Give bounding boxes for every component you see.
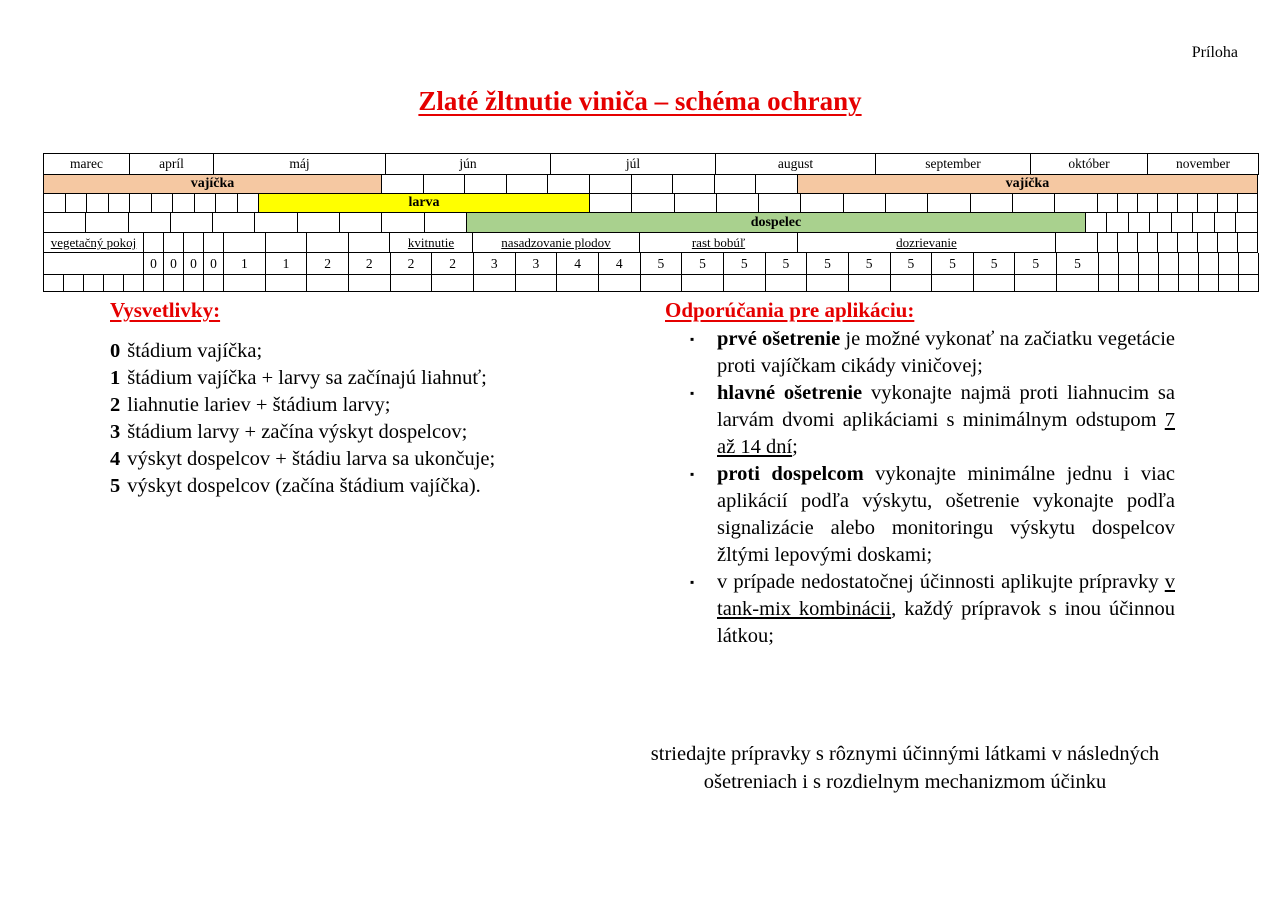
underlined-text: 7 až 14 dní — [717, 409, 1175, 458]
grid-cell — [1118, 233, 1138, 253]
grid-cell — [340, 213, 382, 233]
grid-cell — [1178, 194, 1198, 213]
timeline-phenophase-row — [44, 233, 1259, 253]
stage-number-cell: 5 — [724, 253, 766, 275]
grid-cell — [1057, 275, 1099, 292]
legend-item-key: 3 — [110, 421, 121, 443]
legend-block — [110, 298, 495, 500]
grid-cell — [844, 194, 886, 213]
month-cell: október — [1031, 154, 1148, 175]
stage-number-cell: 0 — [164, 253, 184, 275]
grid-cell — [1238, 194, 1258, 213]
emphasis-text: prvé ošetrenie — [717, 328, 841, 350]
emphasis-text: proti dospelcom — [717, 463, 864, 485]
dospelec-bar: dospelec — [467, 213, 1086, 233]
stage-number-cell: 4 — [599, 253, 641, 275]
stage-number-cell: 3 — [474, 253, 516, 275]
grid-cell — [349, 233, 391, 253]
grid-cell — [1098, 233, 1118, 253]
grid-cell — [44, 275, 64, 292]
stage-number-cell: 5 — [891, 253, 933, 275]
legend-item-text: výskyt dospelcov (začína štádium vajíčka). — [127, 475, 481, 497]
grid-cell — [1107, 213, 1129, 233]
recommendation-item — [665, 461, 1175, 569]
grid-cell — [1119, 275, 1139, 292]
grid-cell — [971, 194, 1013, 213]
recommendations-heading: Odporúčania pre aplikáciu: — [665, 298, 915, 322]
month-cell: apríl — [130, 154, 214, 175]
grid-cell — [130, 194, 152, 213]
grid-cell — [216, 194, 238, 213]
grid-cell — [164, 275, 184, 292]
vajíčka-bar: vajíčka — [798, 175, 1258, 194]
stage-number-cell: 1 — [266, 253, 308, 275]
grid-cell — [1199, 275, 1219, 292]
grid-cell — [891, 275, 933, 292]
grid-cell — [224, 275, 266, 292]
square-bullet-icon: ▪ — [690, 332, 695, 346]
grid-cell — [1158, 194, 1178, 213]
stage-number-cell: 5 — [932, 253, 974, 275]
grid-cell — [1236, 213, 1258, 233]
recommendation-text — [717, 326, 1175, 380]
grid-cell — [548, 175, 590, 194]
legend-item-text: štádium vajíčka + larvy sa začínajú liahnuť; — [127, 367, 487, 389]
grid-cell — [590, 175, 632, 194]
grid-cell — [1150, 213, 1172, 233]
grid-cell — [974, 275, 1016, 292]
timeline-bottom-grid-row — [44, 275, 1259, 292]
month-cell: marec — [44, 154, 130, 175]
grid-cell — [171, 213, 213, 233]
grid-cell — [724, 275, 766, 292]
grid-cell — [673, 175, 715, 194]
grid-cell — [204, 275, 224, 292]
grid-cell — [928, 194, 970, 213]
grid-cell — [1098, 194, 1118, 213]
grid-cell — [1139, 275, 1159, 292]
grid-cell — [1118, 194, 1138, 213]
recommendation-item — [665, 380, 1175, 461]
grid-cell — [1198, 194, 1218, 213]
grid-cell — [1219, 253, 1239, 275]
grid-cell — [1193, 213, 1215, 233]
grid-cell — [801, 194, 843, 213]
stage-number-cell: 5 — [849, 253, 891, 275]
legend-item-key: 5 — [110, 475, 121, 497]
stage-number-cell: 3 — [516, 253, 558, 275]
grid-cell — [516, 275, 558, 292]
grid-cell — [1056, 233, 1098, 253]
month-cell: september — [876, 154, 1031, 175]
timeline-adult-stage-row — [44, 213, 1259, 233]
rotation-note: striedajte prípravky s rôznymi účinnými látkami v následných ošetreniach i s rozdielnym mechanizmom účinku — [650, 743, 1160, 793]
grid-cell — [144, 233, 164, 253]
stage-number-cell: 5 — [1057, 253, 1099, 275]
page-title: Zlaté žltnutie viniča – schéma ochrany — [418, 86, 862, 116]
timeline-egg-stage-row — [44, 175, 1259, 194]
grid-cell — [1015, 275, 1057, 292]
phenophase-label-cell: nasadzovanie plodov — [473, 233, 640, 253]
timeline-month-row — [44, 154, 1259, 175]
legend-item-key: 2 — [110, 394, 121, 416]
grid-cell — [1215, 213, 1237, 233]
plain-text: ; — [792, 436, 798, 458]
legend-item-key: 0 — [110, 340, 121, 362]
grid-cell — [129, 213, 171, 233]
grid-cell — [66, 194, 88, 213]
legend-item — [110, 419, 495, 446]
square-bullet-icon: ▪ — [690, 386, 695, 400]
grid-cell — [382, 175, 424, 194]
grid-cell — [557, 275, 599, 292]
grid-cell — [1172, 213, 1194, 233]
grid-cell — [1179, 275, 1199, 292]
grid-cell — [675, 194, 717, 213]
grid-cell — [424, 175, 466, 194]
grid-cell — [144, 275, 164, 292]
grid-cell — [349, 275, 391, 292]
grid-cell — [1179, 253, 1199, 275]
grid-cell — [164, 233, 184, 253]
grid-cell — [599, 275, 641, 292]
timeline-stage-number-row — [44, 253, 1259, 275]
grid-cell — [238, 194, 260, 213]
grid-cell — [1218, 233, 1238, 253]
underlined-text: v tank-mix kombinácii — [717, 571, 1175, 620]
grid-cell — [204, 233, 224, 253]
stage-number-cell: 5 — [1015, 253, 1057, 275]
stage-number-cell: 5 — [766, 253, 808, 275]
recommendation-text — [717, 569, 1175, 650]
grid-cell — [1238, 233, 1258, 253]
grid-cell — [1159, 275, 1179, 292]
grid-cell — [932, 275, 974, 292]
month-cell: november — [1148, 154, 1259, 175]
grid-cell — [759, 194, 801, 213]
legend-item — [110, 338, 495, 365]
grid-cell — [307, 233, 349, 253]
grid-cell — [173, 194, 195, 213]
phenophase-label-cell: kvitnutie — [390, 233, 473, 253]
legend-item-text: štádium vajíčka; — [127, 340, 263, 362]
grid-cell — [195, 194, 217, 213]
legend-item-text: štádium larvy + začína výskyt dospelcov; — [127, 421, 468, 443]
grid-cell — [184, 233, 204, 253]
stage-number-cell: 0 — [184, 253, 204, 275]
grid-cell — [1129, 213, 1151, 233]
grid-cell — [1158, 233, 1178, 253]
grid-cell — [1159, 253, 1179, 275]
stage-number-cell: 2 — [432, 253, 474, 275]
plain-text: vykonajte najmä proti liahnucim sa larvám dvomi aplikáciami s minimálnym odstupom — [717, 382, 1175, 431]
month-cell: august — [716, 154, 876, 175]
recommendation-text — [717, 461, 1175, 569]
grid-cell — [44, 213, 86, 233]
plain-text: v prípade nedostatočnej účinnosti aplikujte prípravky — [717, 571, 1165, 593]
stage-number-cell: 4 — [557, 253, 599, 275]
stage-number-cell: 5 — [641, 253, 683, 275]
grid-cell — [213, 213, 255, 233]
grid-cell — [425, 213, 467, 233]
grid-cell — [1099, 253, 1119, 275]
grid-cell — [86, 213, 128, 233]
grid-cell — [124, 275, 144, 292]
grid-cell — [886, 194, 928, 213]
larva-bar: larva — [259, 194, 590, 213]
phenophase-label-cell: vegetačný pokoj — [44, 233, 144, 253]
recommendations-block — [665, 298, 1175, 650]
grid-cell — [1099, 275, 1119, 292]
grid-cell — [104, 275, 124, 292]
grid-cell — [1239, 253, 1259, 275]
grid-cell — [1219, 275, 1239, 292]
grid-cell — [756, 175, 798, 194]
protection-scheme-timeline — [43, 153, 1259, 292]
legend-item-text: výskyt dospelcov + štádiu larva sa ukončuje; — [127, 448, 496, 470]
grid-cell — [184, 275, 204, 292]
legend-item-key: 1 — [110, 367, 121, 389]
grid-cell — [382, 213, 424, 233]
recommendation-item — [665, 326, 1175, 380]
stage-number-cell: 5 — [682, 253, 724, 275]
grid-cell — [298, 213, 340, 233]
phenophase-label-cell: dozrievanie — [798, 233, 1056, 253]
grid-cell — [717, 194, 759, 213]
plain-text: je možné vykonať na začiatku vegetácie proti vajíčkam cikády viničovej; — [717, 328, 1175, 377]
legend-items — [110, 338, 495, 500]
grid-cell — [109, 194, 131, 213]
grid-cell — [1218, 194, 1238, 213]
grid-cell — [1055, 194, 1097, 213]
legend-item — [110, 392, 495, 419]
stage-number-cell: 2 — [391, 253, 433, 275]
grid-cell — [1086, 213, 1108, 233]
grid-cell — [632, 175, 674, 194]
square-bullet-icon: ▪ — [690, 467, 695, 481]
stage-number-cell: 5 — [807, 253, 849, 275]
grid-cell — [44, 194, 66, 213]
month-cell: júl — [551, 154, 716, 175]
phenophase-label-cell: rast bobúľ — [640, 233, 798, 253]
recommendation-text — [717, 380, 1175, 461]
grid-cell — [766, 275, 808, 292]
grid-cell — [474, 275, 516, 292]
grid-cell — [1139, 253, 1159, 275]
stage-number-cell: 0 — [204, 253, 224, 275]
grid-cell — [1199, 253, 1219, 275]
grid-cell — [1013, 194, 1055, 213]
month-cell: jún — [386, 154, 551, 175]
annex-label: Príloha — [1191, 44, 1238, 61]
timeline-larva-stage-row — [44, 194, 1259, 213]
grid-cell — [1178, 233, 1198, 253]
grid-cell — [849, 275, 891, 292]
grid-cell — [590, 194, 632, 213]
stage-number-cell: 0 — [144, 253, 164, 275]
grid-cell — [507, 175, 549, 194]
grid-cell — [807, 275, 849, 292]
grid-cell — [465, 175, 507, 194]
grid-cell — [307, 275, 349, 292]
square-bullet-icon: ▪ — [690, 575, 695, 589]
grid-cell — [266, 233, 308, 253]
grid-cell — [1198, 233, 1218, 253]
grid-cell — [632, 194, 674, 213]
grid-cell — [1239, 275, 1259, 292]
legend-item — [110, 446, 495, 473]
grid-cell — [224, 233, 266, 253]
emphasis-text: hlavné ošetrenie — [717, 382, 863, 404]
plain-text: vykonajte minimálne jednu i viac aplikácií podľa výskytu, ošetrenie vykonajte podľa signalizácie alebo monitoringu výskytu dospelcov žltými lepovými doskami; — [717, 463, 1176, 566]
grid-cell — [1138, 194, 1158, 213]
grid-cell — [1119, 253, 1139, 275]
recommendations-list — [665, 326, 1175, 650]
legend-item — [110, 473, 495, 500]
plain-text: , každý prípravok s inou účinnou látkou; — [717, 598, 1175, 647]
grid-cell — [44, 253, 144, 275]
grid-cell — [682, 275, 724, 292]
vajíčka-bar: vajíčka — [44, 175, 382, 194]
grid-cell — [87, 194, 109, 213]
stage-number-cell: 2 — [307, 253, 349, 275]
grid-cell — [64, 275, 84, 292]
legend-item — [110, 365, 495, 392]
stage-number-cell: 5 — [974, 253, 1016, 275]
grid-cell — [266, 275, 308, 292]
grid-cell — [1138, 233, 1158, 253]
stage-number-cell: 1 — [224, 253, 266, 275]
month-cell: máj — [214, 154, 386, 175]
recommendation-item — [665, 569, 1175, 650]
grid-cell — [152, 194, 174, 213]
grid-cell — [391, 275, 433, 292]
grid-cell — [715, 175, 757, 194]
grid-cell — [641, 275, 683, 292]
legend-item-text: liahnutie lariev + štádium larvy; — [127, 394, 391, 416]
grid-cell — [432, 275, 474, 292]
grid-cell — [84, 275, 104, 292]
grid-cell — [255, 213, 297, 233]
legend-heading: Vysvetlivky: — [110, 298, 221, 322]
stage-number-cell: 2 — [349, 253, 391, 275]
legend-item-key: 4 — [110, 448, 121, 470]
